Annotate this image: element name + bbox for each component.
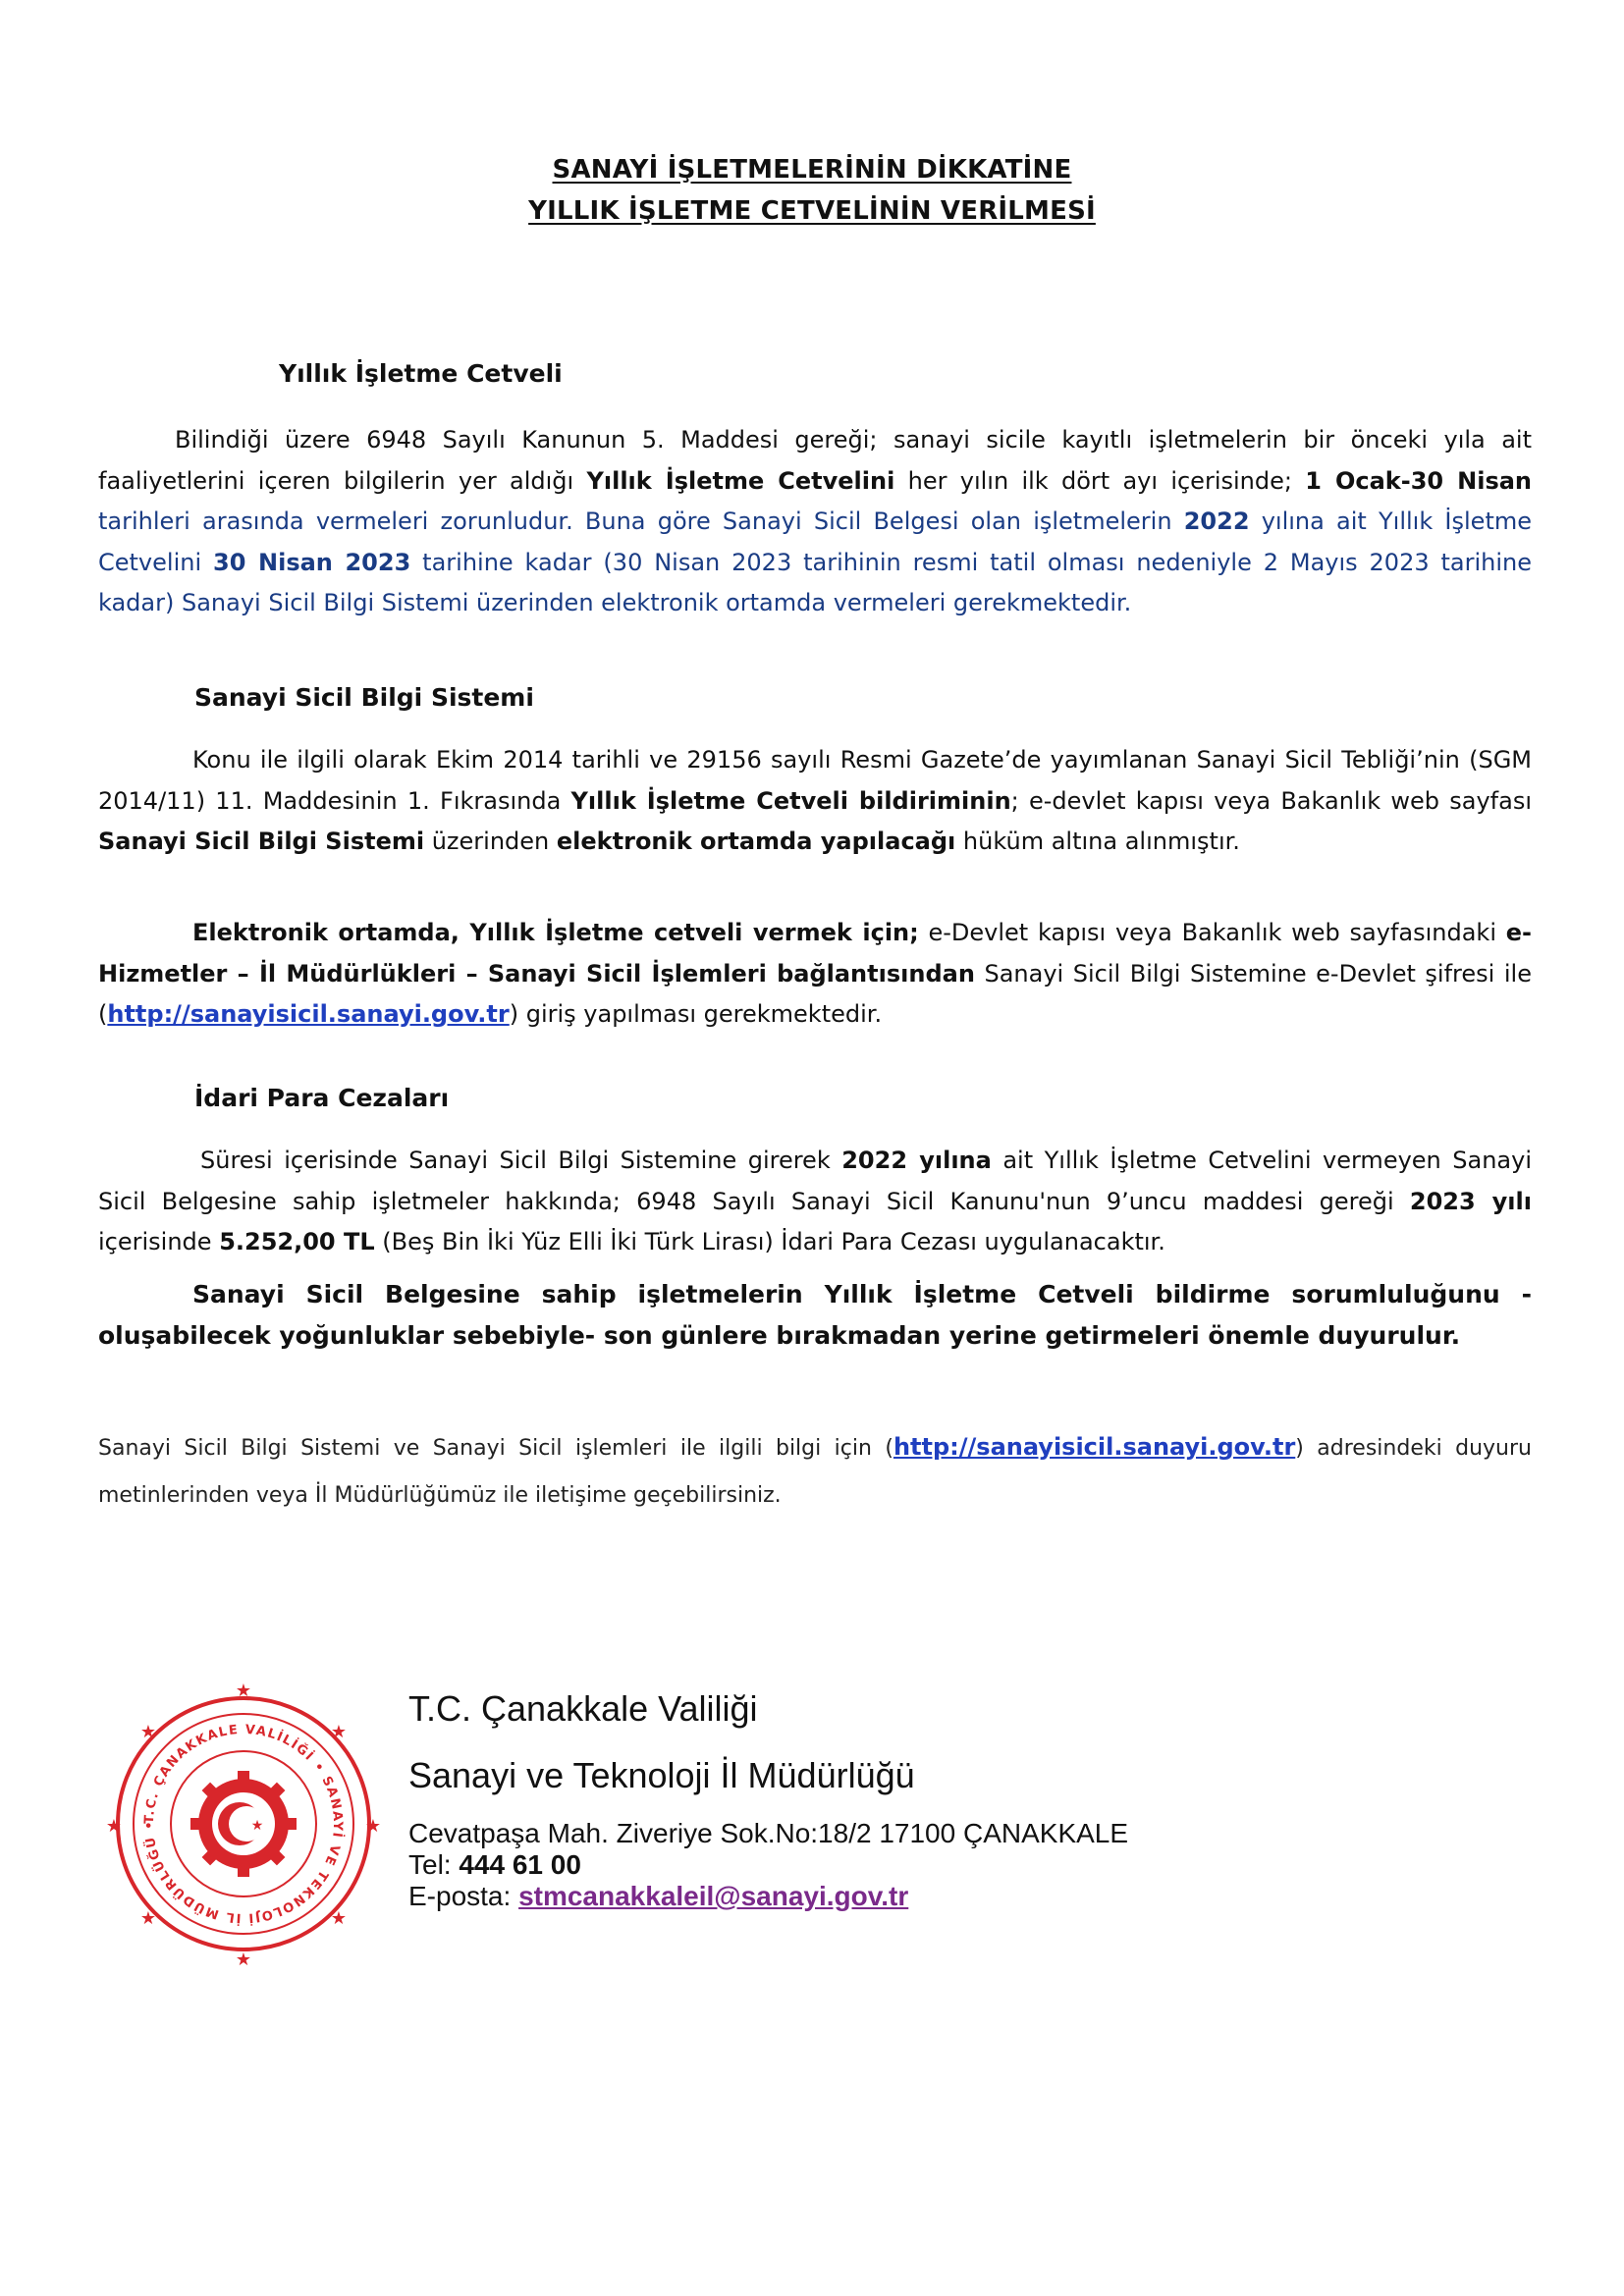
svg-text:★: ★ [235,1949,252,1970]
paragraph-registry-system [98,740,1532,863]
text-span: üzerinden [424,828,557,855]
bold-span: 2022 yılına [841,1147,992,1174]
bold-span: 2022 [1183,507,1250,535]
bold-span: 5.252,00 TL [219,1228,375,1255]
paragraph-contact-info [98,1423,1532,1520]
svg-text:★: ★ [139,1908,157,1929]
bold-span: Elektronik ortamda, Yıllık İşletme cetveli vermek için; [192,919,919,946]
text-span: ) adresindeki duyuru metinlerinden veya İl Müdürlüğümüz ile iletişime geçebilirsiniz. [98,1436,1532,1508]
text-span: Sanayi Sicil Bilgi Sistemi ve Sanayi Sicil işlemleri ile ilgili bilgi için ( [98,1436,893,1461]
text-span: Bilindiği üzere 6948 Sayılı Kanunun 5. Maddesi gereği; sanayi sicile kayıtlı işletmelerin bir önceki yıla ait faaliyetlerini içeren bilgilerin yer aldığı [98,426,1532,495]
text-span: yılına ait Yıllık İşletme Cetvelini [98,507,1532,576]
paragraph-important-notice: Sanayi Sicil Belgesine sahip işletmelerin Yıllık İşletme Cetveli bildirme sorumluluğunu -oluşabilecek yoğunluklar sebebiyle- son günlere bırakmadan yerine getirmeleri önemle duyurulur. [98,1280,1532,1350]
bold-span: 2023 yılı [1409,1187,1532,1215]
seal-ring-text: T.C. ÇANAKKALE VALİLİĞİ • SANAYİ VE TEKNOLOJİ İL MÜDÜRLÜĞÜ • [141,1722,346,1926]
text-span: (Beş Bin İki Yüz Elli İki Türk Lirası) İdari Para Cezası uygulanacaktır. [374,1228,1165,1255]
section-heading-registry-system: Sanayi Sicil Bilgi Sistemi [194,683,534,712]
registry-info-link[interactable]: http://sanayisicil.sanayi.gov.tr [893,1433,1296,1461]
gear-icon [190,1771,297,1877]
org-telephone [408,1849,581,1881]
org-name-line2: Sanayi ve Teknoloji İl Müdürlüğü [408,1755,915,1795]
email-label: E-posta: [408,1881,519,1911]
bold-span: Sanayi Sicil Bilgi Sistemi [98,828,425,855]
text-span: ; e-devlet kapısı veya Bakanlık web sayfası [1010,786,1533,815]
bold-span: 1 Ocak-30 Nisan [1305,466,1533,495]
svg-text:★: ★ [235,1681,252,1701]
paragraph-fines [98,1141,1532,1263]
org-name-line1: T.C. Çanakkale Valiliği [408,1688,758,1729]
page-title-line2: YILLIK İŞLETME CETVELİNİN VERİLMESİ [528,196,1096,226]
section-heading-fines: İdari Para Cezaları [194,1084,450,1112]
tel-label: Tel: [408,1849,460,1880]
bold-span: elektronik ortamda yapılacağı [556,828,956,855]
text-span: e-Devlet kapısı veya Bakanlık web sayfasındaki [918,919,1506,946]
org-address: Cevatpaşa Mah. Ziveriye Sok.No:18/2 17100 ÇANAKKALE [408,1818,1129,1848]
svg-text:★: ★ [139,1722,157,1742]
text-span: ) giriş yapılması gerekmektedir. [509,1000,883,1028]
svg-text:★: ★ [364,1816,382,1837]
bold-span: 30 Nisan 2023 [213,548,411,576]
section-heading-annual-report: Yıllık İşletme Cetveli [279,359,563,388]
tel-value: 444 61 00 [459,1849,581,1880]
text-span: ait Yıllık İşletme Cetvelini vermeyen Sanayi Sicil Belgesine sahip işletmeler hakkında; 6948 Sayılı Sanayi Sicil Kanunu'nun 9’uncu maddesi gereği [98,1147,1532,1215]
bold-span: e-Hizmetler – İl Müdürlükleri – Sanayi Sicil İşlemleri bağlantısından [98,919,1532,988]
text-span: Konu ile ilgili olarak Ekim 2014 tarihli ve 29156 sayılı Resmi Gazete’de yayımlanan Sanayi Sicil Tebliği’nin (SGM 2014/11) 11. Maddesinin 1. Fıkrasında [98,746,1532,815]
org-email [408,1881,908,1912]
bold-span: Yıllık İşletme Cetveli bildiriminin [570,786,1011,815]
paragraph-annual-report [98,420,1532,624]
bold-span: Yıllık İşletme Cetvelini [586,466,895,495]
svg-text:★: ★ [330,1722,348,1742]
text-span: içerisinde [98,1228,220,1255]
text-span: tarihine kadar (30 Nisan 2023 tarihinin resmi tatil olması nedeniyle 2 Mayıs 2023 tarihine kadar) Sanayi Sicil Bilgi Sistemi üzerinden elektronik ortamda vermeleri gerekmektedir. [98,548,1532,616]
svg-text:★: ★ [330,1908,348,1929]
registry-system-link[interactable]: http://sanayisicil.sanayi.gov.tr [107,1000,510,1028]
text-span: her yılın ilk dört ayı içerisinde; [894,466,1306,495]
text-span: Süresi içerisinde Sanayi Sicil Bilgi Sistemine girerek [200,1147,842,1174]
ministry-seal-logo [96,1677,391,1971]
email-link[interactable]: stmcanakkaleil@sanayi.gov.tr [518,1881,909,1911]
text-span: Sanayi Sicil Bilgi Sistemine e-Devlet şifresi ile ( [98,959,1532,1028]
paragraph-electronic-submission [98,913,1532,1036]
text-span: hüküm altına alınmıştır. [955,828,1240,855]
text-span: tarihleri arasında vermeleri zorunludur. Buna göre Sanayi Sicil Belgesi olan işletmelerin [98,507,1184,535]
crescent-star-icon: ★ [250,1818,264,1834]
svg-text:★: ★ [105,1816,123,1837]
page-title-line1: SANAYİ İŞLETMELERİNİN DİKKATİNE [552,155,1072,185]
